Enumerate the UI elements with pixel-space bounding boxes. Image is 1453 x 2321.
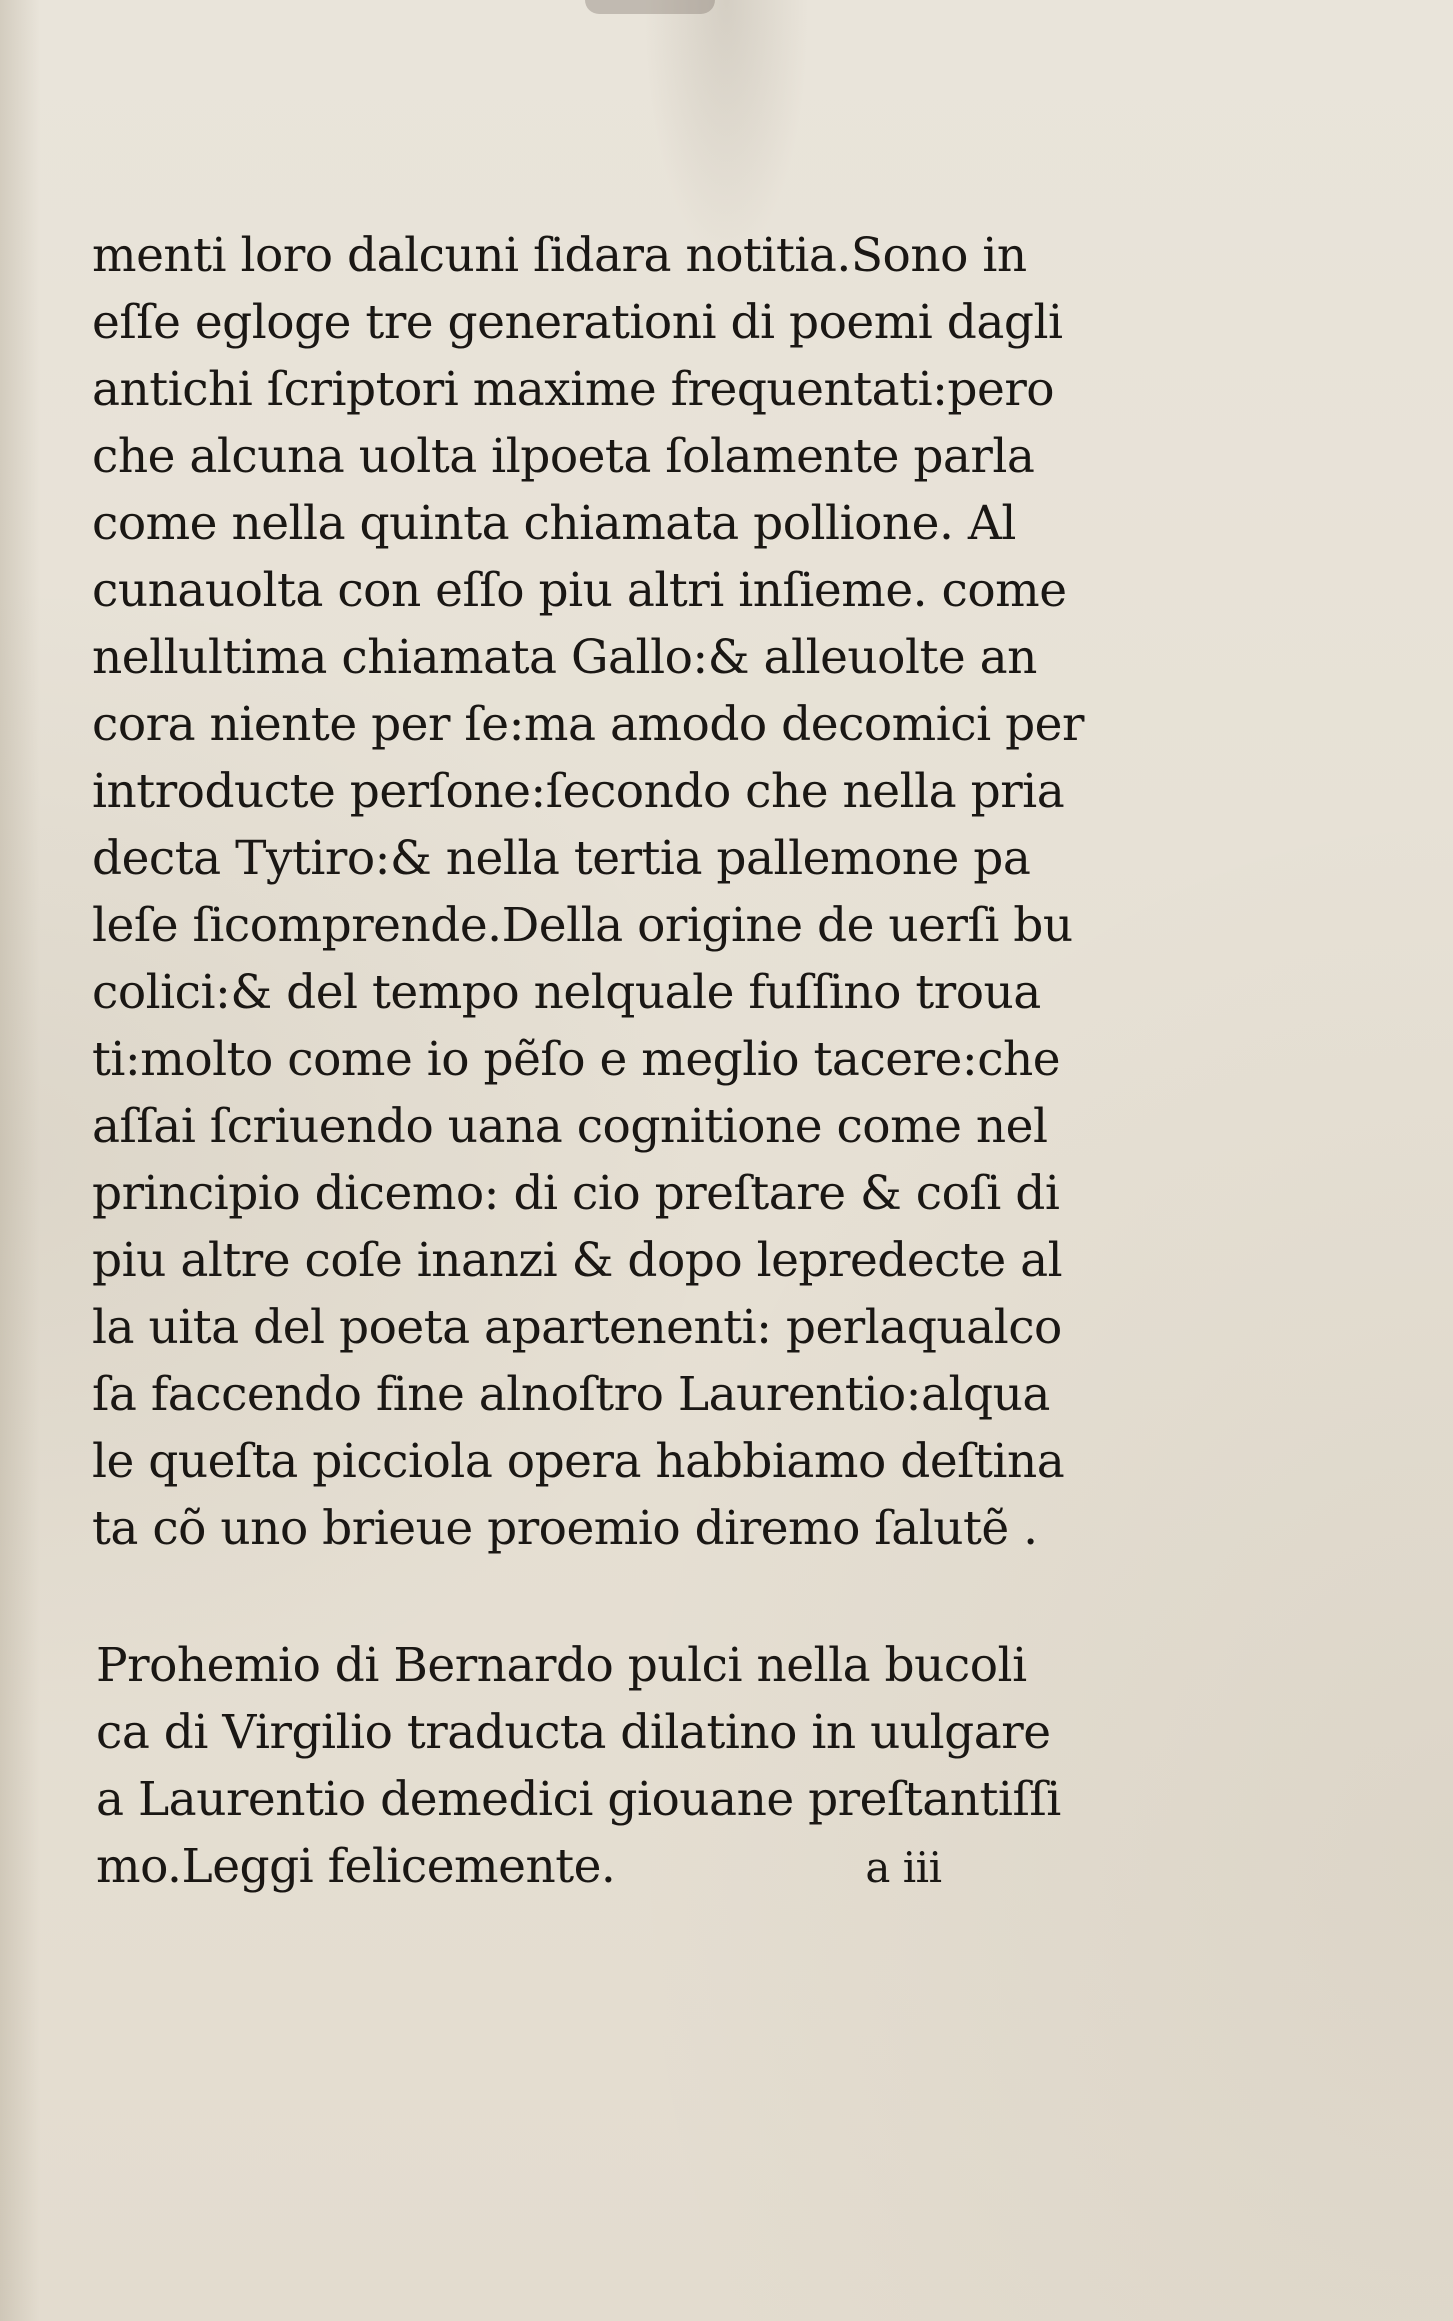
text-line: ti:molto come io pẽſo e meglio tacere:che (92, 1032, 1061, 1087)
signature-mark: a iii (865, 1843, 942, 1892)
text-line: le queſta picciola opera habbiamo deſtina (92, 1434, 1065, 1489)
text-line: piu altre coſe inanzi & dopo lepredecte al (92, 1233, 1063, 1288)
text-line: ſa faccendo fine alnoſtro Laurentio:alqua (92, 1367, 1050, 1422)
text-line: decta Tytiro:& nella tertia pallemone pa (92, 831, 1031, 886)
text-line: cora niente per ſe:ma amodo decomici per (92, 697, 1084, 752)
text-line: introducte perſone:ſecondo che nella pria (92, 764, 1065, 819)
text-line: mo.Leggi felicemente. (96, 1839, 616, 1894)
text-line: nellultima chiamata Gallo:& alleuolte an (92, 630, 1037, 685)
text-line: ta cõ uno brieue proemio diremo ſalutẽ . (92, 1501, 1038, 1556)
text-line: che alcuna uolta ilpoeta ſolamente parla (92, 429, 1035, 484)
text-line: aſſai ſcriuendo uana cognitione come nel (92, 1099, 1048, 1154)
prohemio-heading (92, 1632, 1072, 1900)
text-line: eſſe egloge tre generationi di poemi dagli (92, 295, 1063, 350)
text-line: leſe ſicomprende.Della origine de uerſi bu (92, 898, 1073, 953)
text-line: come nella quinta chiamata pollione. Al (92, 496, 1016, 551)
text-line: la uita del poeta apartenenti: perlaqualco (92, 1300, 1062, 1355)
text-line: antichi ſcriptori maxime frequentati:pero (92, 362, 1055, 417)
text-line: a Laurentio demedici giouane preſtantiſſi (96, 1772, 1061, 1827)
text-line: principio dicemo: di cio preſtare & coſi di (92, 1166, 1060, 1221)
last-line (92, 1833, 1072, 1900)
text-line: cunauolta con eſſo piu altri inſieme. come (92, 563, 1067, 618)
gutter-shadow (0, 0, 40, 2321)
text-line: ca di Virgilio traducta dilatino in uulgare (96, 1705, 1051, 1760)
body-paragraph (92, 222, 1084, 1562)
text-line: Prohemio di Bernardo pulci nella bucoli (96, 1638, 1027, 1693)
text-line: menti loro dalcuni ſidara notitia.Sono in (92, 228, 1027, 283)
page-top-mark (585, 0, 715, 14)
paragraph-gap (92, 1562, 1072, 1632)
text-line: colici:& del tempo nelquale fuſſino troua (92, 965, 1041, 1020)
page-text (92, 222, 1084, 1900)
